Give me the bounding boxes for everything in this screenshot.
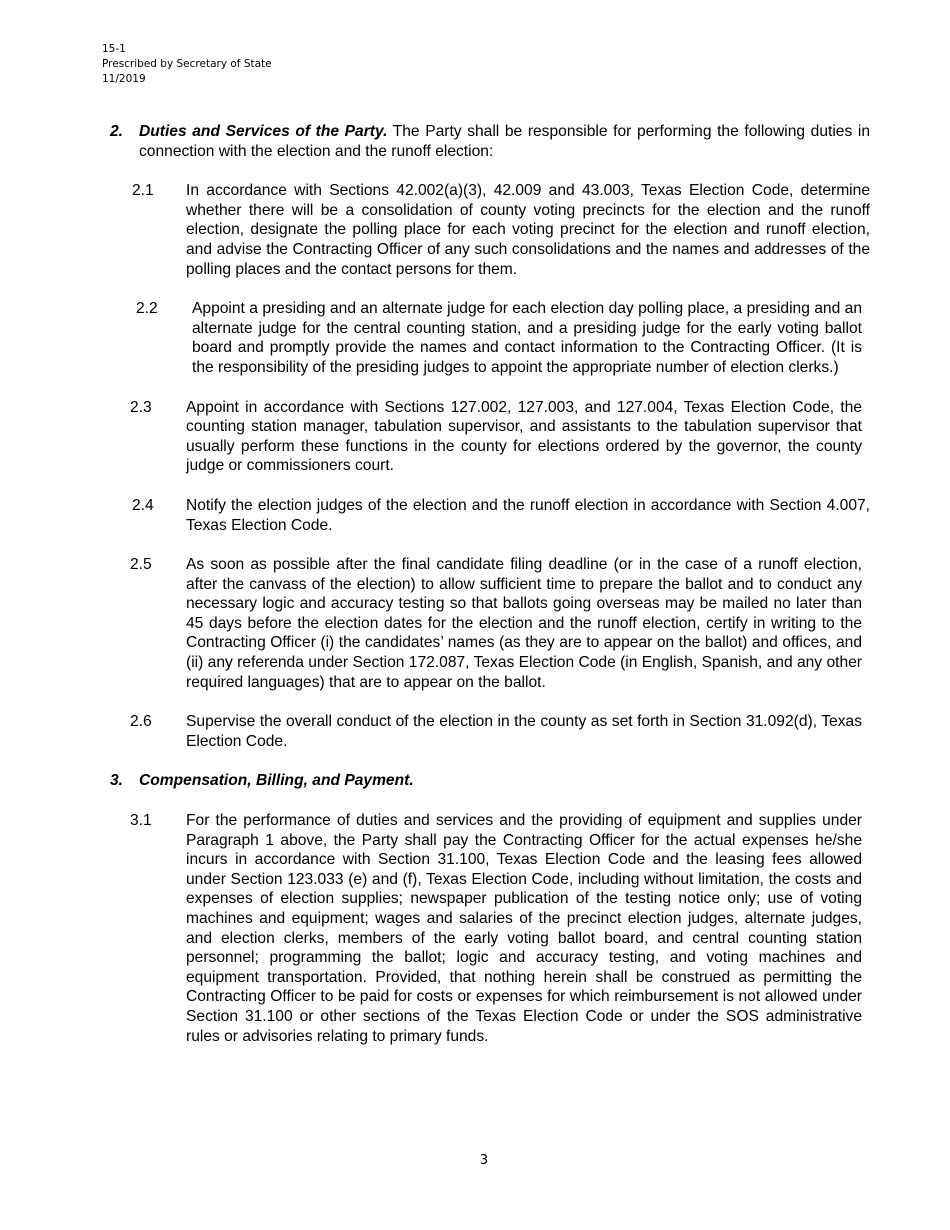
section-2-intro — [139, 122, 870, 161]
section-number: 3. — [110, 772, 124, 790]
section-3-heading — [110, 771, 870, 791]
prescribed-by: Prescribed by Secretary of State — [102, 58, 272, 70]
list-item-2-1 — [132, 181, 870, 279]
section-2-heading — [110, 122, 870, 161]
form-date: 11/2019 — [102, 73, 146, 85]
item-text: Appoint a presiding and an alternate judge for each election day polling place, a presiding and an alternate judge for the central counting station, and a presiding judge for the early voting ballot board and promptly provide the names and contact information to the Contracting Officer. (It is the responsibility of the presiding judges to appoint the appropriate number of election clerks.) — [192, 300, 862, 376]
section-number: 2. — [110, 123, 124, 140]
list-item-3-1 — [130, 811, 862, 1046]
item-number: 3.1 — [130, 812, 152, 830]
item-text: Appoint in accordance with Sections 127.002, 127.003, and 127.004, Texas Election Code, the counting station manager, tabulation supervisor, and assistants to the tabulation supervisor that usually perform these functions in the county for elections ordered by the governor, the county judge or commissioners court. — [186, 398, 862, 475]
list-item-2-6 — [130, 712, 862, 751]
item-number: 2.1 — [132, 182, 154, 200]
document-header — [102, 42, 272, 87]
form-number: 15-1 — [102, 43, 126, 55]
list-item-2-2 — [136, 299, 862, 377]
section-3-title-wrap — [139, 771, 870, 791]
item-text: In accordance with Sections 42.002(a)(3), 42.009 and 43.003, Texas Election Code, determine whether there will be a consolidation of county voting precincts for the election and the runoff election, designate the polling place for each voting precinct for the election and runoff election, and advise the Contracting Officer of any such consolidations and the names and addresses of the polling places and the contact persons for them. — [186, 182, 870, 278]
page-number: 3 — [479, 1153, 489, 1168]
item-text: Supervise the overall conduct of the election in the county as set forth in Section 31.092(d), Texas Election Code. — [186, 713, 862, 750]
item-text: For the performance of duties and services and the providing of equipment and supplies under Paragraph 1 above, the Party shall pay the Contracting Officer for the actual expenses he/she incurs in accordance with Section 31.100, Texas Election Code and the leasing fees allowed under Section 123.033 (e) and (f), Texas Election Code, including without limitation, the costs and expenses of election supplies; newspaper publication of the testing notice only; use of voting machines and equipment; wages and salaries of the precinct election judges, alternate judges, and election clerks, members of the early voting ballot board, and central counting station personnel; programming the ballot; logic and accuracy testing, and voting machines and equipment transportation. Provided, that nothing herein shall be construed as permitting the Contracting Officer to be paid for costs or expenses for which reimbursement is not allowed under Section 31.100 or other sections of the Texas Election Code or under the SOS administrative rules or advisories relating to primary funds. — [186, 812, 862, 1045]
item-number: 2.4 — [132, 496, 154, 514]
section-title: Compensation, Billing, and Payment. — [139, 772, 414, 790]
item-number: 2.5 — [130, 556, 152, 574]
section-title: Duties and Services of the Party. — [139, 123, 388, 140]
item-text: As soon as possible after the final candidate filing deadline (or in the case of a runoff election, after the canvass of the election) to allow sufficient time to prepare the ballot and to conduct any necessary logic and accuracy testing so that ballots going overseas may be mailed no later than 45 days before the election dates for the election and the runoff election, certify in writing to the Contracting Officer (i) the candidates’ names (as they are to appear on the ballot) and offices, and (ii) any referenda under Section 172.087, Texas Election Code (in English, Spanish, and any other required languages) that are to appear on the ballot. — [186, 556, 862, 691]
item-number: 2.3 — [130, 398, 152, 416]
list-item-2-4 — [132, 496, 870, 535]
item-number: 2.2 — [136, 300, 158, 318]
document-body — [110, 122, 870, 1046]
section-intro-text: The Party shall be responsible for performing the following duties in connection with the election and the runoff election: — [139, 123, 870, 160]
list-item-2-3 — [130, 398, 862, 476]
item-number: 2.6 — [130, 713, 152, 731]
item-text: Notify the election judges of the election and the runoff election in accordance with Section 4.007, Texas Election Code. — [186, 496, 870, 534]
list-item-2-5 — [130, 555, 862, 692]
